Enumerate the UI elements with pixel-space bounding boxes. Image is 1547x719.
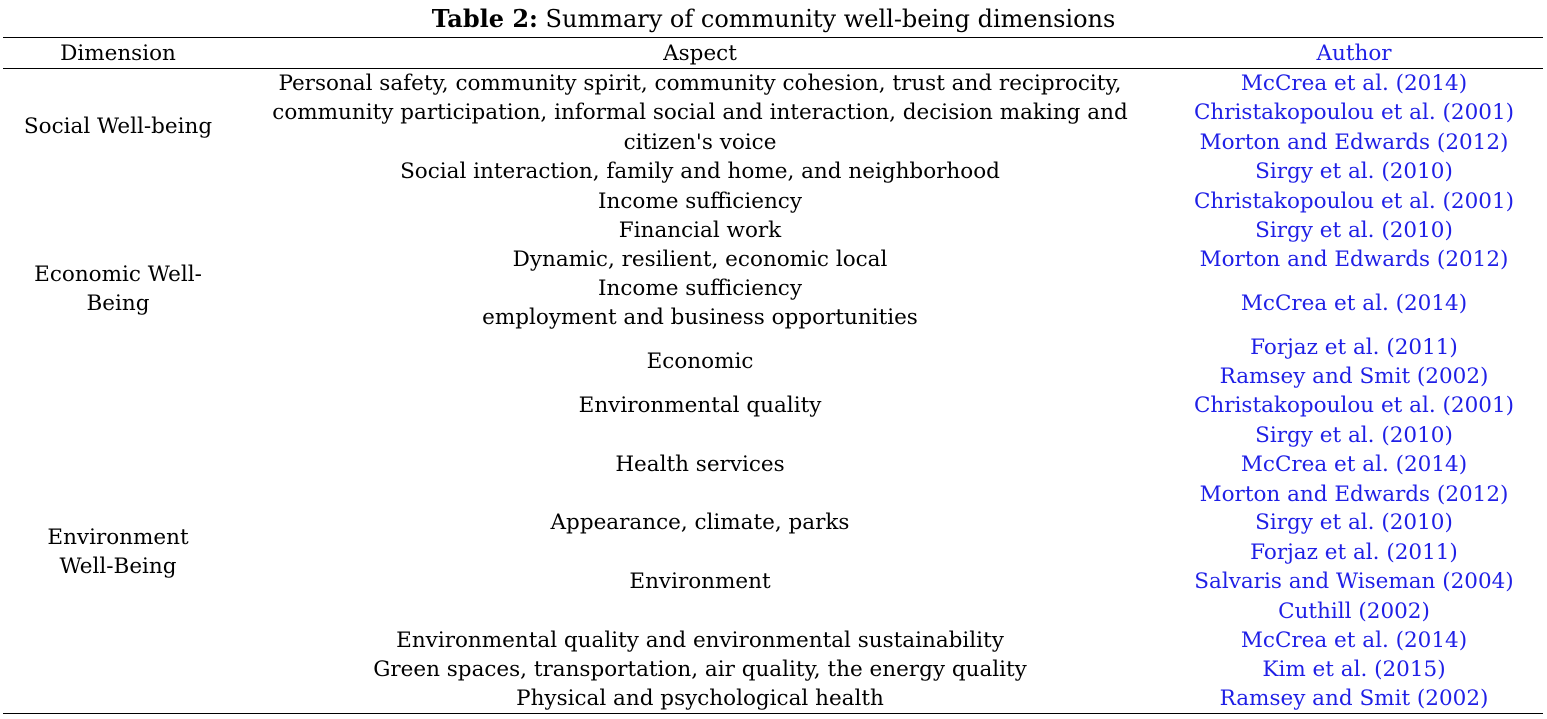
author-citation: Sirgy et al. (2010) — [1255, 159, 1453, 184]
author-cell-econ-2 — [1164, 216, 1544, 245]
dimension-line: Economic Well- — [34, 262, 202, 287]
author-citation: Christakopoulou et al. (2001) — [1193, 100, 1515, 126]
author-citation: Morton and Edwards (2012) — [1199, 481, 1509, 507]
author-citation: Salvaris and Wiseman (2004) — [1194, 569, 1514, 595]
author-citation: McCrea et al. (2014) — [1240, 71, 1468, 96]
aspect-line: Environment — [629, 569, 771, 594]
header-aspect: Aspect — [663, 41, 737, 66]
table-caption-text: Summary of community well-being dimensions — [545, 5, 1116, 33]
author-cell-econ-5 — [1164, 333, 1544, 392]
author-citation: Kim et al. (2015) — [1262, 657, 1446, 682]
author-cell-econ-4 — [1164, 289, 1544, 318]
aspect-line: Appearance, climate, parks — [550, 510, 850, 535]
aspect-line: Economic — [646, 349, 754, 374]
header-author: Author — [1316, 41, 1392, 66]
aspect-line: Income sufficiency — [598, 276, 802, 301]
author-cell-env-5 — [1164, 626, 1544, 655]
author-citation: Morton and Edwards (2012) — [1199, 247, 1509, 272]
author-cell-env-4 — [1164, 538, 1544, 626]
table-top-rule — [3, 37, 1543, 38]
aspect-line: Environmental quality — [578, 393, 822, 418]
aspect-cell-social-2 — [236, 157, 1164, 186]
aspect-cell-env-2 — [236, 450, 1164, 479]
aspect-line: Health services — [615, 452, 785, 477]
aspect-line: citizen's voice — [623, 129, 777, 155]
dimension-line: Well-Being — [59, 554, 177, 580]
aspect-cell-env-6 — [236, 655, 1164, 684]
author-cell-social-2 — [1164, 157, 1544, 186]
aspect-cell-econ-3 — [236, 245, 1164, 274]
aspect-cell-social-1 — [236, 69, 1164, 157]
author-citation: Cuthill (2002) — [1278, 598, 1430, 624]
author-citation: McCrea et al. (2014) — [1240, 628, 1468, 653]
aspect-cell-env-4 — [236, 567, 1164, 596]
author-citation: Morton and Edwards (2012) — [1199, 129, 1509, 155]
aspect-line: Dynamic, resilient, economic local — [512, 247, 888, 272]
author-citation: Sirgy et al. (2010) — [1255, 218, 1453, 243]
author-citation: Forjaz et al. (2011) — [1250, 335, 1458, 360]
aspect-line: Financial work — [618, 218, 782, 243]
aspect-line: Social interaction, family and home, and neighborhood — [400, 159, 1000, 184]
author-citation: McCrea et al. (2014) — [1240, 291, 1468, 316]
aspect-cell-econ-2 — [236, 216, 1164, 245]
dimension-cell-economic — [0, 260, 236, 319]
author-cell-env-1 — [1164, 391, 1544, 420]
header-dimension: Dimension — [60, 41, 176, 66]
author-citation: Christakopoulou et al. (2001) — [1193, 393, 1515, 418]
author-cell-env-3 — [1164, 508, 1544, 537]
aspect-line: Green spaces, transportation, air quality, the energy quality — [373, 657, 1027, 682]
author-citation: Sirgy et al. (2010) — [1255, 510, 1453, 535]
aspect-cell-env-3 — [236, 508, 1164, 537]
table-caption-label: Table 2: — [431, 4, 538, 33]
aspect-cell-econ-5 — [236, 347, 1164, 376]
dimension-line: Environment — [47, 525, 189, 550]
dimension-cell-environment — [0, 523, 236, 582]
aspect-line: Physical and psychological health — [516, 686, 884, 711]
aspect-line: Personal safety, community spirit, community cohesion, trust and reciprocity, — [278, 71, 1122, 96]
author-cell-econ-1 — [1164, 187, 1544, 216]
aspect-line: employment and business opportunities — [482, 305, 918, 331]
author-citation: Ramsey and Smit (2002) — [1219, 364, 1489, 390]
dimension-line: Being — [86, 291, 150, 317]
author-cell-econ-3 — [1164, 245, 1544, 274]
author-citation: Sirgy et al. (2010) — [1255, 423, 1453, 448]
author-citation: Forjaz et al. (2011) — [1250, 540, 1458, 565]
aspect-cell-env-5 — [236, 626, 1164, 655]
aspect-line: community participation, informal social and interaction, decision making and — [272, 100, 1128, 126]
author-cell-social-1 — [1164, 69, 1544, 157]
aspect-cell-econ-1 — [236, 187, 1164, 216]
dimension-cell-social — [0, 112, 236, 141]
author-cell-env-6 — [1164, 655, 1544, 684]
author-citation: Christakopoulou et al. (2001) — [1193, 189, 1515, 214]
author-citation: Ramsey and Smit (2002) — [1219, 686, 1489, 711]
aspect-line: Income sufficiency — [598, 189, 802, 214]
aspect-cell-env-7 — [236, 684, 1164, 713]
aspect-cell-econ-4 — [236, 274, 1164, 333]
dimension-line: Social Well-being — [23, 114, 213, 139]
author-cell-env-7 — [1164, 684, 1544, 713]
aspect-line: Environmental quality and environmental sustainability — [396, 628, 1004, 653]
aspect-cell-env-1 — [236, 391, 1164, 420]
table-caption — [0, 4, 1547, 34]
author-citation: McCrea et al. (2014) — [1240, 452, 1468, 478]
author-cell-env-2 — [1164, 421, 1544, 509]
